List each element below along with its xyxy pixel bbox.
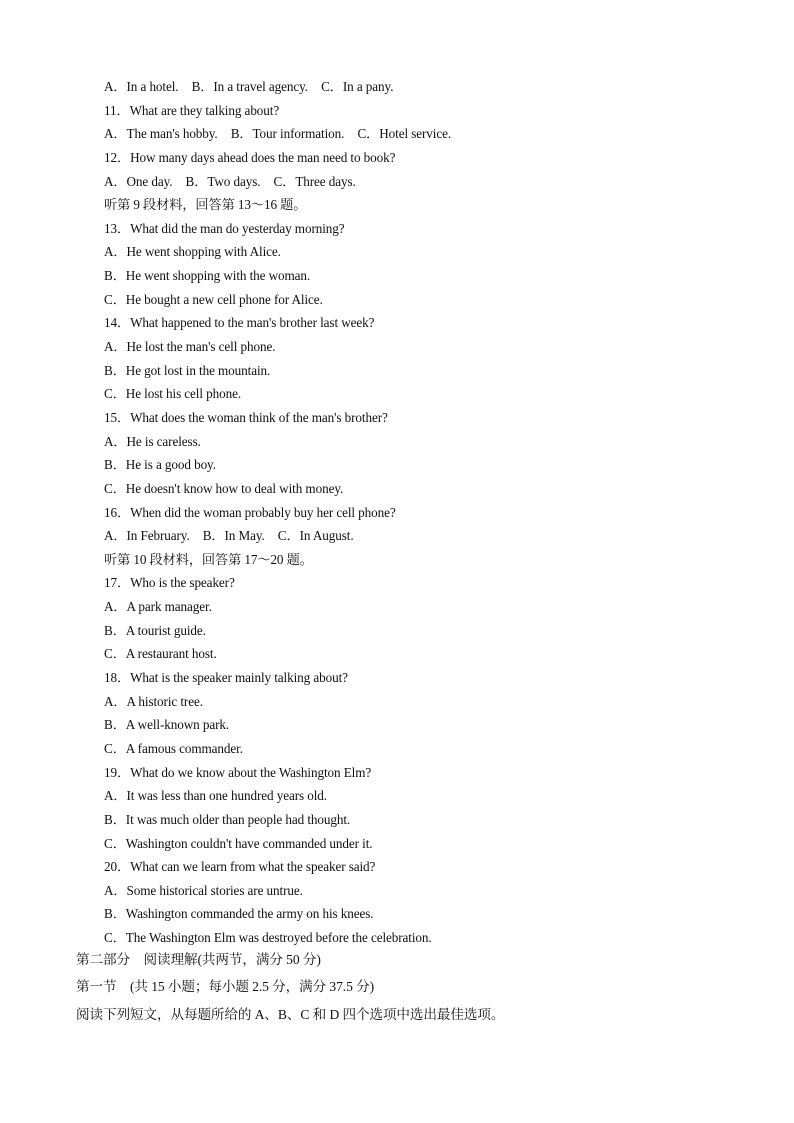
section-one-heading: 第一节 (共 15 小题；每小题 2.5 分，满分 37.5 分) [76, 979, 375, 995]
q13-option-c: C．He bought a new cell phone for Alice. [104, 291, 323, 307]
q11-stem: 11．What are they talking about? [104, 102, 280, 118]
material-9-instruction: 听第 9 段材料，回答第 13～16 题。 [104, 197, 307, 213]
q14-option-c: C．He lost his cell phone. [104, 386, 242, 402]
q17-option-a: A．A park manager. [104, 599, 212, 615]
q18-option-a: A．A historic tree. [104, 693, 203, 709]
q18-option-c: C．A famous commander. [104, 740, 243, 756]
q19-option-a: A．It was less than one hundred years old. [104, 788, 327, 804]
q12-stem: 12．How many days ahead does the man need to book? [104, 149, 396, 165]
q20-option-b: B．Washington commanded the army on his knees. [104, 906, 374, 922]
q13-option-b: B．He went shopping with the woman. [104, 268, 311, 284]
q15-stem: 15．What does the woman think of the man's brother? [104, 409, 388, 425]
q15-option-b: B．He is a good boy. [104, 457, 216, 473]
q17-option-c: C．A restaurant host. [104, 646, 217, 662]
q19-stem: 19．What do we know about the Washington Elm? [104, 764, 372, 780]
reading-section-header [76, 946, 756, 1028]
q15-option-a: A．He is careless. [104, 433, 201, 449]
reading-instruction: 阅读下列短文，从每题所给的 A、B、C 和 D 四个选项中选出最佳选项。 [76, 1006, 505, 1022]
listening-questions [104, 75, 744, 950]
q17-stem: 17．Who is the speaker? [104, 575, 235, 591]
part-two-heading: 第二部分 阅读理解(共两节，满分 50 分) [76, 952, 321, 967]
q18-stem: 18．What is the speaker mainly talking about? [104, 670, 348, 686]
q14-option-a: A．He lost the man's cell phone. [104, 339, 276, 355]
q13-option-a: A．He went shopping with Alice. [104, 244, 281, 260]
q16-stem: 16．When did the woman probably buy her cell phone? [104, 504, 396, 520]
q14-stem: 14．What happened to the man's brother last week? [104, 315, 375, 331]
q17-option-b: B．A tourist guide. [104, 622, 206, 638]
q20-option-c: C．The Washington Elm was destroyed before the celebration. [104, 930, 432, 946]
q15-option-c: C．He doesn't know how to deal with money. [104, 480, 344, 496]
q20-stem: 20．What can we learn from what the speaker said? [104, 859, 376, 875]
q18-option-b: B．A well-known park. [104, 717, 230, 733]
q20-option-a: A．Some historical stories are untrue. [104, 882, 303, 898]
q10-options: A．In a hotel. B．In a travel agency. C．In a pany. [104, 79, 394, 94]
q16-options: A．In February. B．In May. C．In August. [104, 528, 354, 544]
q19-option-b: B．It was much older than people had thought. [104, 811, 351, 827]
q19-option-c: C．Washington couldn't have commanded under it. [104, 835, 373, 851]
q12-options: A．One day. B．Two days. C．Three days. [104, 173, 356, 189]
q11-options: A．The man's hobby. B．Tour information. C．Hotel service. [104, 126, 452, 142]
q13-stem: 13．What did the man do yesterday morning? [104, 220, 345, 236]
material-10-instruction: 听第 10 段材料，回答第 17～20 题。 [104, 551, 313, 567]
q14-option-b: B．He got lost in the mountain. [104, 362, 271, 378]
